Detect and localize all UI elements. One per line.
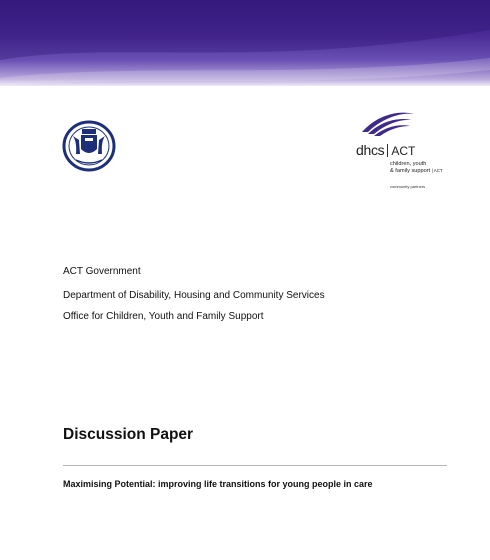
dhcs-tagline: [390, 161, 443, 174]
tagline-line-2: & family support | ACT: [390, 167, 443, 174]
dhcs-swoosh-icon: [358, 108, 418, 138]
document-subtitle: Maximising Potential: improving life transitions for young people in care: [63, 479, 373, 489]
dhcs-act-suffix: ACT: [391, 144, 416, 158]
wordmark-divider: [387, 144, 388, 157]
page-title: Discussion Paper: [63, 426, 194, 443]
dhcs-wordmark: [356, 142, 415, 158]
act-government-crest: [62, 120, 116, 172]
community-partners-label: community partners: [390, 184, 426, 189]
tagline-line-1: children, youth: [390, 161, 427, 167]
dhcs-act-logo: [352, 108, 462, 192]
header-banner: [0, 0, 490, 86]
title-divider: [63, 465, 447, 466]
banner-wave-graphic: [0, 0, 490, 86]
org-act-government: ACT Government: [63, 266, 141, 277]
dhcs-brand: dhcs: [356, 142, 385, 158]
org-office: Office for Children, Youth and Family Support: [63, 311, 264, 322]
org-department: Department of Disability, Housing and Community Services: [63, 290, 325, 301]
act-government-crest-icon: [62, 120, 116, 172]
